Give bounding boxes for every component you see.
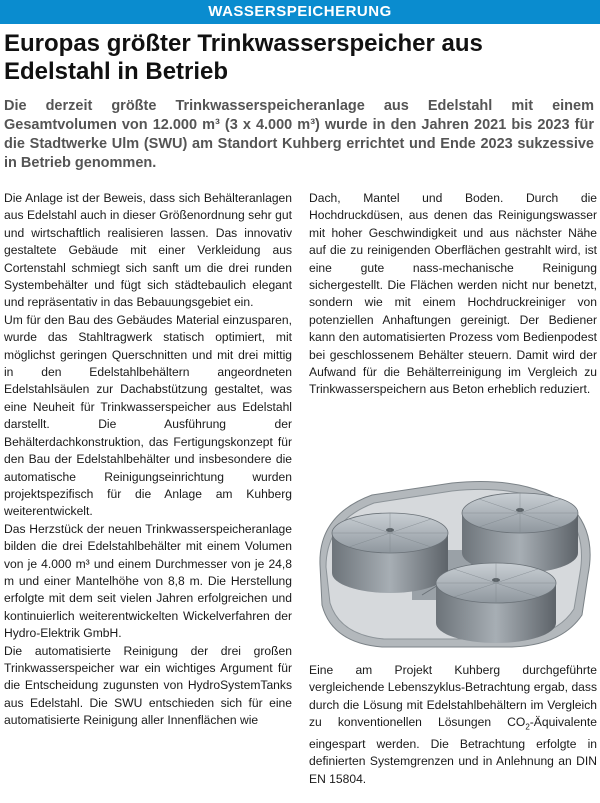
- text-run: -Äquivalente eingespart werden. Die Betrachtung erfolgte in definierten Systemgrenzen und in Anlehnung an DIN EN 15804.: [309, 715, 597, 786]
- paragraph: [309, 662, 597, 788]
- article-lead: Die derzeit größte Trinkwasserspeicheranlage aus Edelstahl mit einem Gesamtvolumen von 12.000 m³ (3 x 4.000 m³) wurde in den Jahren 2021 bis 2023 für die Stadtwerke Ulm (SWU) am Standort Kuhberg errichtet und Ende 2023 sukzessive in Betrieb genommen.: [4, 98, 594, 171]
- section-banner: WASSERSPEICHERUNG: [0, 0, 600, 24]
- paragraph: Die automatisierte Reinigung der drei großen Trinkwasserspeicher war ein wichtiges Argument für die Entscheidung zugunsten von HydroSystemTanks aus Edelstahl. Die SWU entschieden sich für eine automatisierte Reinigung aller Innenflächen wie: [4, 643, 292, 728]
- paragraph: Die Anlage ist der Beweis, dass sich Behälteranlagen aus Edelstahl auch in dieser Größenordnung sehr gut und wirtschaftlich realisieren lassen. Das innovativ gestaltete Gebäude mit einer Verkleidung aus Cortenstahl schmiegt sich sanft um die drei runden Systembehälter und fügt sich städtebaulich elegant und repräsentativ in das Bebauungsgebiet ein.: [4, 191, 292, 310]
- left-column: [4, 190, 292, 730]
- paragraph: Um für den Bau des Gebäudes Material einzusparen, wurde das Stahltragwerk statisch optimiert, mit möglichst geringen Querschnitten und mit drei mittig in den Edelstahlbehältern angeordneten Edelstahlsäulen zur Dachabstützung gestaltet, was eine Neuheit für Trinkwasserspeicher aus Edelstahl darstellt. Die Ausführung der Behälterdachkonstruktion, das Fertigungskonzept für den Bau der Edelstahlbehälter und insbesondere die automatische Reinigungseinrichtung wurden projektspezifisch für die Anlage am Kuhberg weiterentwickelt.: [4, 312, 292, 519]
- right-column-top: [309, 190, 597, 399]
- paragraph: Das Herzstück der neuen Trinkwasserspeicheranlage bilden die drei Edelstahlbehälter mit einem Volumen von je 4.000 m³ und einem Durchmesser von je 24,8 m und einer Mantelhöhe von 8,8 m. Die Herstellung erfolgte mit dem seit vielen Jahren erfolgreichen und kontinuierlich weiterentwickelten Wickelverfahren der Hydro-Elektrik GmbH.: [4, 521, 292, 641]
- tank-facility-illustration: [312, 455, 596, 650]
- paragraph: Dach, Mantel und Boden. Durch die Hochdruckdüsen, aus denen das Reinigungswasser mit hoher Geschwindigkeit und aus nächster Nähe auf die zu reinigenden Oberflächen gestrahlt wird, ist eine gute nass-mechanische Reinigung sichergestellt. Die Flächen werden nicht nur benetzt, sondern wie mit einem Hochdruckreiniger von potenziellen Anhaftungen gereinigt. Der Bediener kann den automatisierten Prozess vom Bedienpodest bei geschlossenem Behälter steuern. Damit wird der Aufwand für die Behälterreinigung im Vergleich zu Trinkwasserspeichern aus Beton erheblich reduziert.: [309, 191, 597, 397]
- article-headline: Europas größter Trinkwasserspeicher aus Edelstahl in Betrieb: [4, 30, 483, 85]
- subscript: 2: [525, 722, 530, 732]
- right-column-bottom: [309, 662, 597, 788]
- text-run: Eine am Projekt Kuhberg durchgeführte vergleichende Lebenszyklus-Betrachtung ergab, dass durch die Lösung mit Edelstahlbehältern im Vergleich zu konventionellen Lösungen CO: [309, 663, 597, 730]
